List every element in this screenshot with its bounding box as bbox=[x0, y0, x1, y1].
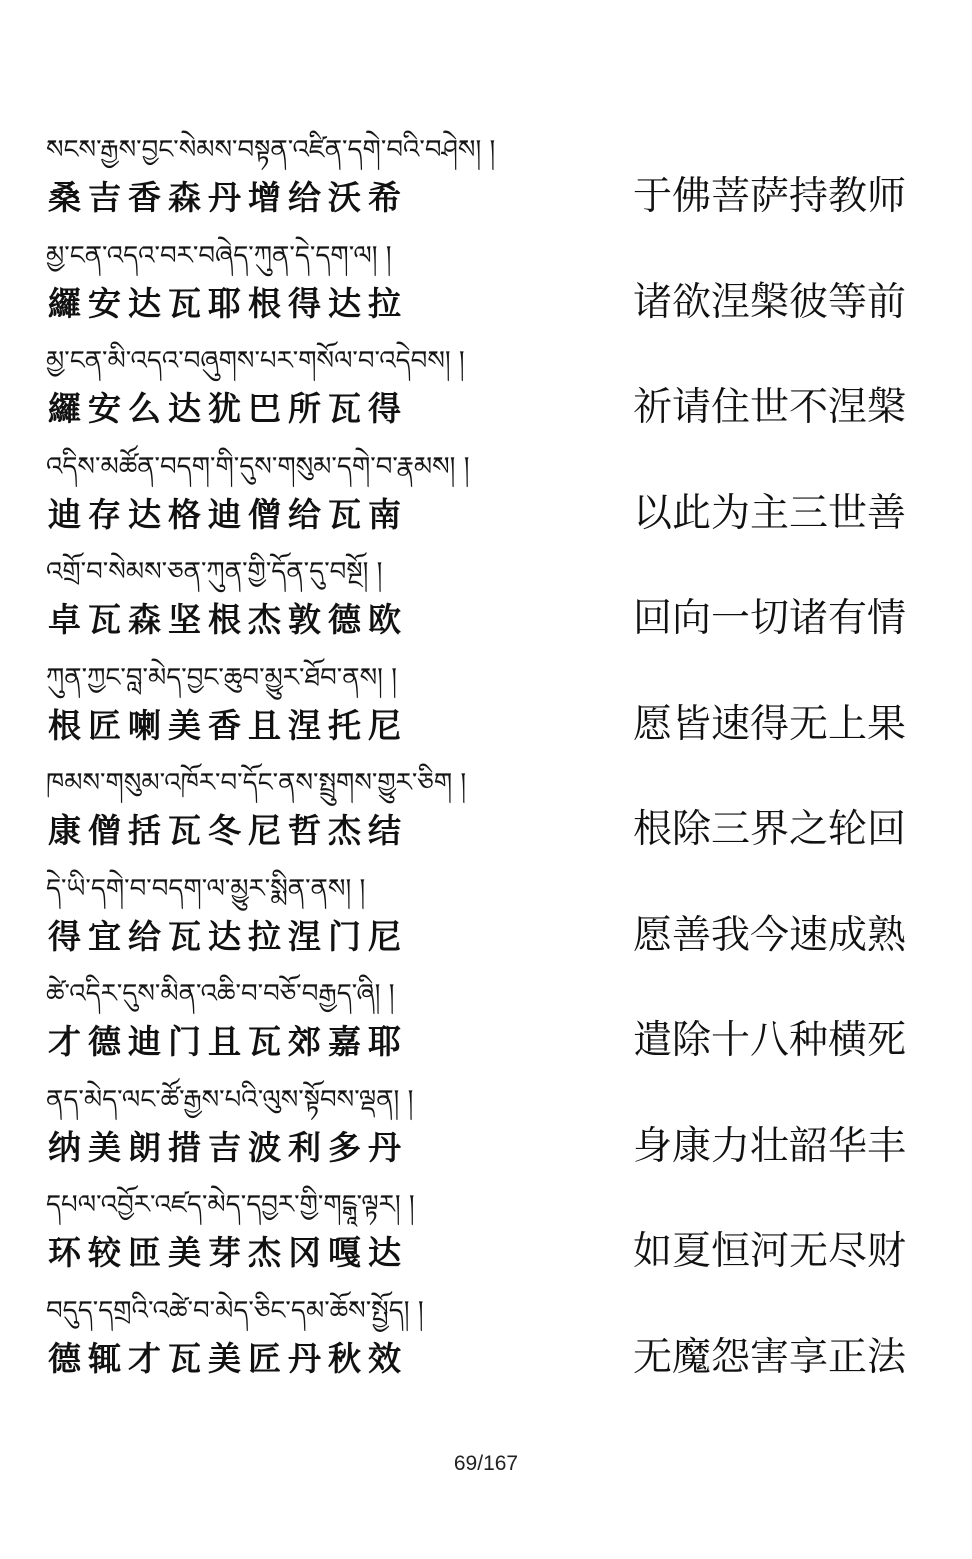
verse-list bbox=[0, 128, 972, 1394]
verse-block bbox=[0, 761, 972, 867]
chinese-translation: 诸欲涅槃彼等前 bbox=[632, 279, 906, 325]
chinese-translation: 遣除十八种横死 bbox=[632, 1018, 906, 1063]
verse-block bbox=[0, 339, 972, 445]
chinese-translation: 以此为主三世善 bbox=[632, 490, 906, 536]
chinese-translation: 无魔怨害享正法 bbox=[632, 1334, 906, 1380]
chinese-translation: 愿善我今速成熟 bbox=[632, 912, 906, 958]
phonetic-line: 才德迪门且瓦郊嘉耶 bbox=[48, 1022, 408, 1061]
phonetic-line: 纙安达瓦耶根得达拉 bbox=[48, 283, 408, 323]
tibetan-line: བདུད་དགྲའི་འཚེ་བ་མེད་ཅིང་དམ་ཆོས་སྤྱོད། ། bbox=[46, 1295, 424, 1326]
phonetic-line: 纳美朗措吉波利多丹 bbox=[48, 1127, 408, 1167]
verse-block bbox=[0, 445, 972, 551]
phonetic-line: 得宜给瓦达拉涅门尼 bbox=[48, 916, 408, 956]
chinese-translation: 于佛菩萨持教师 bbox=[632, 174, 906, 219]
verse-block bbox=[0, 656, 972, 762]
phonetic-line: 纙安么达犹巴所瓦得 bbox=[48, 389, 408, 428]
tibetan-line: འདིས་མཚོན་བདག་གི་དུས་གསུམ་དགེ་བ་རྣམས། ། bbox=[46, 451, 470, 482]
verse-block bbox=[0, 867, 972, 973]
verse-block bbox=[0, 972, 972, 1078]
phonetic-line: 迪存达格迪僧给瓦南 bbox=[48, 494, 408, 534]
phonetic-line: 康僧括瓦冬尼哲杰结 bbox=[48, 811, 408, 850]
chinese-translation: 祈请住世不涅槃 bbox=[632, 385, 906, 430]
verse-block bbox=[0, 234, 972, 340]
tibetan-line: སངས་རྒྱས་བྱང་སེམས་བསྟན་འཛིན་དགེ་བའི་བཤེས། ། bbox=[46, 135, 496, 165]
verse-block bbox=[0, 1289, 972, 1395]
tibetan-line: ཚེ་འདིར་དུས་མིན་འཆི་བ་བཅོ་བརྒྱད་ཞི། ། bbox=[46, 979, 395, 1009]
tibetan-line: ཀུན་ཀྱང་བླ་མེད་བྱང་ཆུབ་མྱུར་ཐོབ་ནས། ། bbox=[46, 662, 397, 693]
phonetic-line: 环较匝美芽杰冈嘎达 bbox=[48, 1233, 408, 1272]
verse-block bbox=[0, 1183, 972, 1289]
chinese-translation: 回向一切诸有情 bbox=[632, 596, 906, 641]
tibetan-line: དེ་ཡི་དགེ་བ་བདག་ལ་མྱུར་སྨིན་ནས། ། bbox=[46, 873, 366, 904]
page-number: 69/167 bbox=[453, 1452, 519, 1475]
chinese-translation: 根除三界之轮回 bbox=[632, 807, 906, 852]
phonetic-line: 桑吉香森丹增给沃希 bbox=[48, 178, 408, 217]
tibetan-line: མྱ་ངན་འདའ་བར་བཞེད་ཀུན་དེ་དག་ལ། ། bbox=[46, 240, 392, 271]
verse-block bbox=[0, 550, 972, 656]
tibetan-line: ནད་མེད་ལང་ཚོ་རྒྱས་པའི་ལུས་སྟོབས་ལྡན། ། bbox=[46, 1084, 414, 1115]
phonetic-line: 德辄才瓦美匠丹秋效 bbox=[48, 1338, 408, 1378]
phonetic-line: 卓瓦森坚根杰敦德欧 bbox=[48, 600, 408, 639]
chinese-translation: 愿皆速得无上果 bbox=[632, 701, 906, 747]
tibetan-line: ཁམས་གསུམ་འཁོར་བ་དོང་ནས་སྤྲུགས་གྱུར་ཅིག ། bbox=[46, 768, 467, 798]
phonetic-line: 根匠喇美香且涅托尼 bbox=[48, 705, 408, 745]
verse-block bbox=[0, 1078, 972, 1184]
chinese-translation: 身康力壮韶华丰 bbox=[632, 1123, 906, 1169]
verse-block bbox=[0, 128, 972, 234]
tibetan-line: མྱ་ངན་མི་འདའ་བཞུགས་པར་གསོལ་བ་འདེབས། ། bbox=[46, 346, 465, 376]
tibetan-line: དཔལ་འབྱོར་འཛད་མེད་དབྱར་གྱི་གངྒཱ་ལྟར། ། bbox=[46, 1190, 415, 1220]
chinese-translation: 如夏恒河无尽财 bbox=[632, 1229, 906, 1274]
tibetan-line: འགྲོ་བ་སེམས་ཅན་ཀུན་གྱི་དོན་དུ་བསྔོ། ། bbox=[46, 557, 383, 587]
